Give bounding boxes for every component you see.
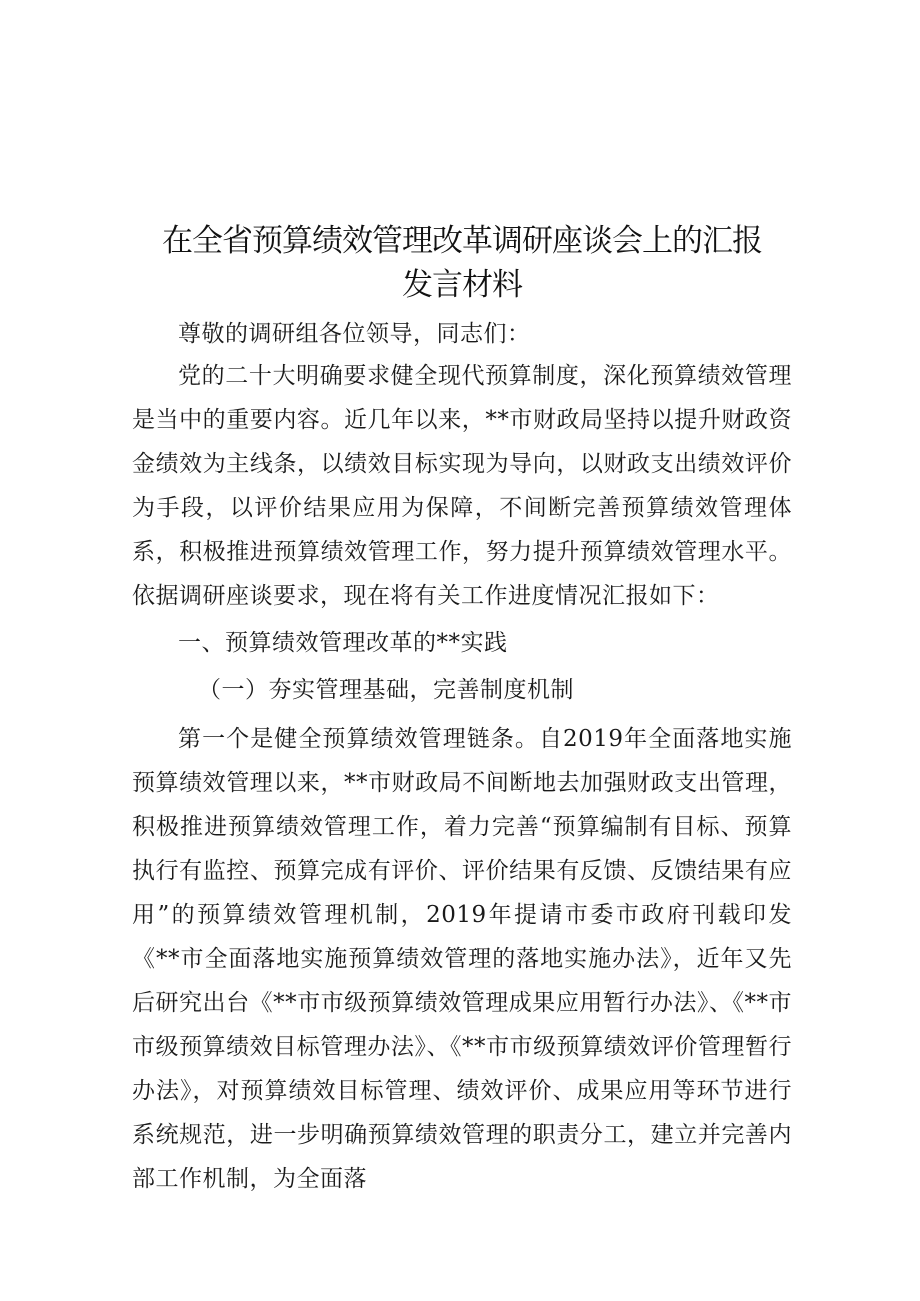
document-title-line2: 发言材料 <box>402 267 522 303</box>
salutation: 尊敬的调研组各位领导，同志们： <box>178 321 531 347</box>
paragraph-body-1: 第一个是健全预算绩效管理链条。自2019年全面落地实施预算绩效管理以来，**市财政局不间断地去加强财政支出管理，积极推进预算绩效管理工作，着力完善“预算编制有目标、预算执行有监控、预算完成有评价、评价结果有反馈、反馈结果有应用”的预算绩效管理机制，2019年提请市委市政府刊载印发《**市全面落地实施预算绩效管理的落地实施办法》，近年又先后研究出台《**市市级预算绩效管理成果应用暂行办法》、《**市市级预算绩效目标管理办法》、《**市市级预算绩效评价管理暂行办法》，对预算绩效目标管理、绩效评价、成果应用等环节进行系统规范，进一步明确预算绩效管理的职责分工，建立并完善内部工作机制，为全面落 <box>132 726 792 1192</box>
subsection-heading-1: （一）夯实管理基础，完善制度机制 <box>198 677 574 703</box>
paragraph-intro: 党的二十大明确要求健全现代预算制度，深化预算绩效管理是当中的重要内容。近几年以来，**市财政局坚持以提升财政资金绩效为主线条，以绩效目标实现为导向，以财政支出绩效评价为手段，以评价结果应用为保障，不间断完善预算绩效管理体系，积极推进预算绩效管理工作，努力提升预算绩效管理水平。依据调研座谈要求，现在将有关工作进度情况汇报如下： <box>132 363 792 609</box>
section-heading-1: 一、预算绩效管理改革的**实践 <box>178 630 508 656</box>
document-title-line1: 在全省预算绩效管理改革调研座谈会上的汇报 <box>162 223 762 259</box>
